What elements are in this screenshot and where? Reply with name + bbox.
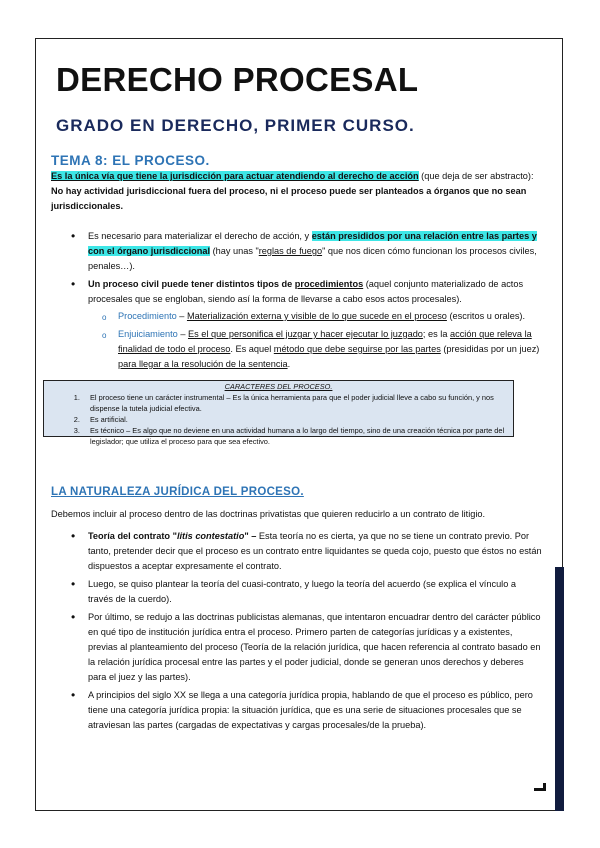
section-title: LA NATURALEZA JURÍDICA DEL PROCESO. [51,486,304,498]
document-page [35,38,563,811]
sub-item-underline: para llegar a la resolución de la sentencia [118,359,288,369]
bullet-text: Esta teoría no es cierta, ya que no se tiene un contrato previo. Por tanto, pretender decir que el proceso es un contrato entre liquidantes se queda cojo, puesto que éstos no están dispuestos a aceptar expresamente el contrato. [88,531,542,571]
intro-highlight: Es la única vía que tiene la jurisdicción para actuar atendiendo al derecho de acción [51,171,419,181]
intro-bold: No hay actividad jurisdiccional fuera del proceso, ni el proceso puede ser planteados a órganos que no sean jurisdiccionales. [51,186,527,211]
list-item: • A principios del siglo XX se llega a una categoría jurídica propia, hablando de que el proceso es público, pero tiene una categoría jurídica propia: la situación jurídica, que es una serie de situaciones procesales que se atraviesan las partes (cargadas de expectativas y cargas procesales/de la prueba). [88,688,543,733]
sub-list-item [118,309,543,324]
bullet-list-2 [88,529,543,736]
bullet-underline: procedimientos [294,279,364,289]
list-item: • Por último, se redujo a las doctrinas publicistas alemanas, que intentaron encuadrar dentro del carácter público en qué tipo de institución jurídica entra el proceso. Primero parten de categorías jurídicas y a existentes, previas al planteamiento del proceso (Teoría de la relación jurídica, que hacen referencia al contrato basado en la relación jurídica procesal entre las partes y el poder judicial, donde se generan unos derechos y deberes para el juez y las partes). [88,610,543,685]
sub-item-text: . Es aquel [230,344,274,354]
sub-item-underline: Materialización externa y visible de lo que sucede en el proceso [186,311,447,321]
bullet-bold: " – [244,531,259,541]
bullet-highlight: están presididos por una relación entre las partes y con el órgano jurisdiccional [88,231,537,256]
list-item [88,529,543,574]
bullet-bold: Un proceso civil puede tener distintos tipos de [88,279,295,289]
bullet-bold: Teoría del contrato " [88,531,177,541]
caracteres-box [43,380,514,446]
list-item: 1. El proceso tiene un carácter instrumental – Es la única herramienta para que el poder judicial lleve a cabo su función, y nos dispense la tutela judicial efectiva. [82,392,513,414]
sub-item-label: Procedimiento [118,311,177,321]
list-item [88,229,543,274]
bullet-text: (aquel conjunto materializado de actos procesales que se engloban, siendo así la forma de llevarse a cabo esos actos procesales). [88,279,524,304]
intro-rest: (que deja de ser abstracto): [418,171,534,181]
sub-item-text: (escritos u orales). [446,311,526,321]
tema-heading: TEMA 8: EL PROCESO. [51,153,210,168]
sub-item-underline: acción que releva la finalidad de todo el proceso [118,329,532,354]
box-list [44,392,513,447]
sub-list-item [118,327,543,372]
page-number-mark [534,788,546,791]
sub-item-underline: Es el que personifica el juzgar y hacer ejecutar lo juzgado [187,329,423,339]
document-title: DERECHO PROCESAL [56,61,419,98]
dash: – [176,311,187,321]
sub-item-text: ; es la [422,329,450,339]
bullet-text: (hay unas " [210,246,259,256]
sub-list [118,309,543,372]
box-title: CARACTERES DEL PROCESO. [224,382,333,391]
dash: – [177,329,188,339]
bullet-underline: reglas de fuego [258,246,323,256]
list-item: 3. Es técnico – Es algo que no deviene en una actividad humana a lo largo del tiempo, sino de una creación técnica por parte del legislador; que utiliza el proceso para que sea efectivo. [82,425,513,447]
sub-item-underline: método que debe seguirse por las partes [273,344,441,354]
bullet-text: Es necesario para materializar el derecho de acción, y [88,231,312,241]
bullet-italic: litis contestatio [176,531,245,541]
list-item: • Luego, se quiso plantear la teoría del cuasi-contrato, y luego la teoría del acuerdo (se explica el vínculo a través de la cuerdo). [88,577,543,607]
bullet-list-1 [88,229,543,375]
bullet-text: " que nos dicen cómo funcionan los procesos civiles, penales…). [88,246,537,271]
list-item [88,277,543,372]
sub-item-text: . [287,359,291,369]
section-intro: Debemos incluir al proceso dentro de las doctrinas privatistas que quieren reducirlo a un contrato de litigio. [51,509,486,519]
document-subtitle: GRADO EN DERECHO, PRIMER CURSO. [56,116,415,135]
list-item: 2. Es artificial. [82,414,513,425]
sub-item-text: (presididas por un juez) [440,344,540,354]
side-color-band [555,567,564,811]
sub-item-label: Enjuiciamiento [118,329,178,339]
intro-paragraph [51,169,546,214]
